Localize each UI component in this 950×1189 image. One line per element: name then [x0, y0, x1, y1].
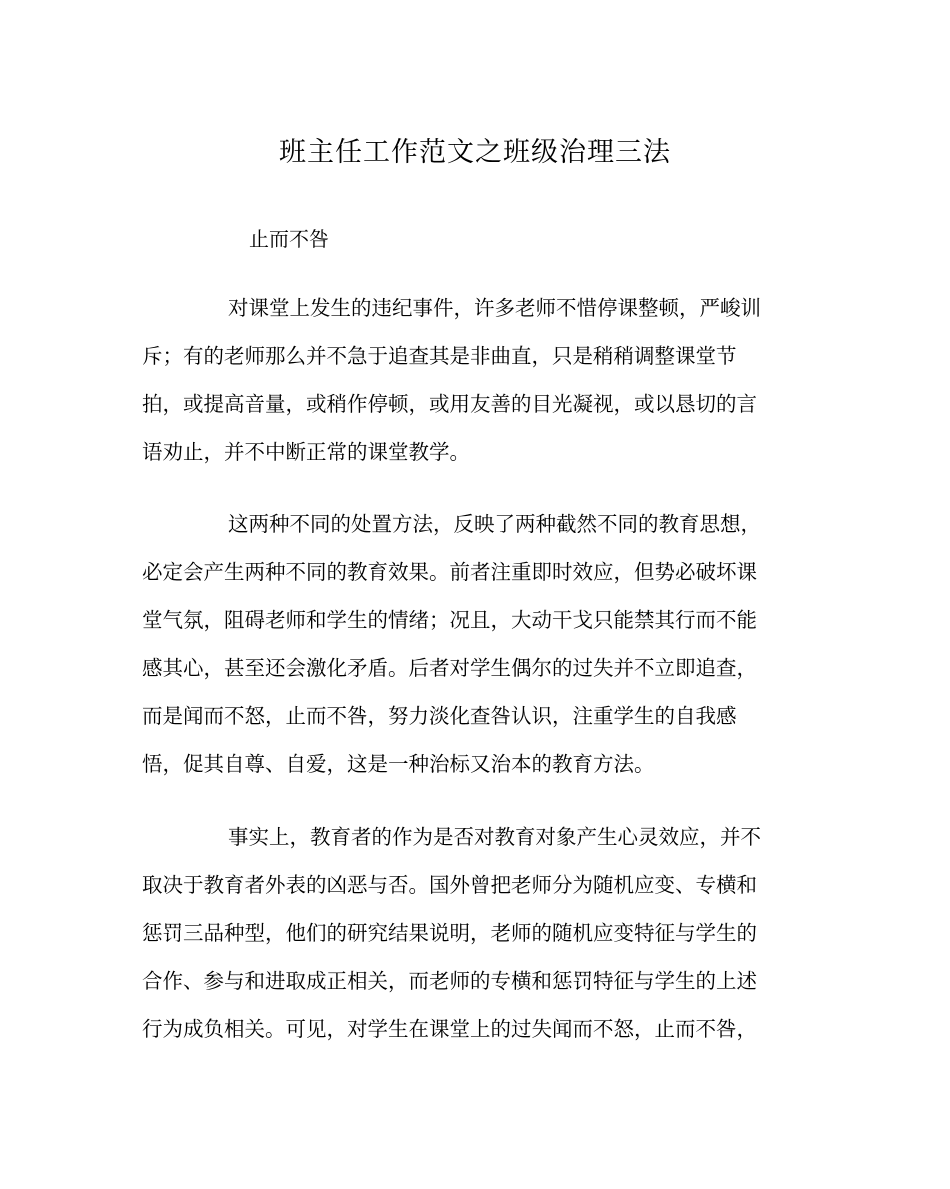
paragraph-line: 合作、参与和进取成正相关，而老师的专横和惩罚特征与学生的上述 [142, 969, 757, 993]
paragraph-line: 惩罚三品种型，他们的研究结果说明，老师的随机应变特征与学生的 [142, 921, 757, 945]
paragraph-3 [142, 813, 802, 1053]
paragraph-line: 语劝止，并不中断正常的课堂教学。 [142, 440, 470, 464]
paragraph-line: 悟，促其自尊、自爱，这是一种治标又治本的教育方法。 [142, 752, 655, 776]
paragraph-line: 必定会产生两种不同的教育效果。前者注重即时效应，但势必破坏课 [142, 560, 757, 584]
paragraph-line: 感其心，甚至还会激化矛盾。后者对学生偶尔的过失并不立即追查， [142, 656, 757, 680]
paragraph-line: 对课堂上发生的违纪事件，许多老师不惜停课整顿，严峻训 [228, 296, 761, 320]
page-title: 班主任工作范文之班级治理三法 [279, 137, 671, 168]
paragraph-line: 而是闻而不怒，止而不咎，努力淡化查咎认识，注重学生的自我感 [142, 704, 737, 728]
paragraph-line: 这两种不同的处置方法，反映了两种截然不同的教育思想， [228, 512, 761, 536]
paragraph-line: 拍，或提高音量，或稍作停顿，或用友善的目光凝视，或以恳切的言 [142, 392, 757, 416]
paragraph-line: 事实上，教育者的作为是否对教育对象产生心灵效应，并不 [228, 825, 761, 849]
paragraph-line: 行为成负相关。可见，对学生在课堂上的过失闻而不怒，止而不咎， [142, 1017, 757, 1041]
paragraph-1 [142, 284, 802, 476]
paragraph-line: 堂气氛，阻碍老师和学生的情绪；况且，大动干戈只能禁其行而不能 [142, 608, 757, 632]
paragraph-2 [142, 500, 802, 788]
paragraph-line: 斥；有的老师那么并不急于追查其是非曲直，只是稍稍调整课堂节 [142, 344, 737, 368]
section-heading: 止而不咎 [249, 227, 329, 251]
paragraph-line: 取决于教育者外表的凶恶与否。国外曾把老师分为随机应变、专横和 [142, 873, 757, 897]
